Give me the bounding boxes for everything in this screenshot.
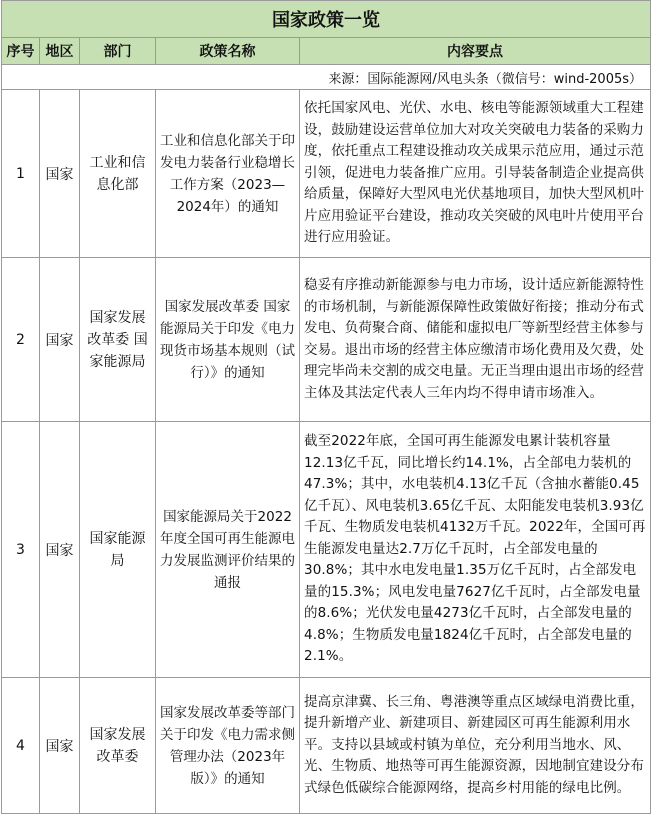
header-row bbox=[2, 38, 651, 65]
source-note: 来源：国际能源网/风电头条（微信号：wind-2005s） bbox=[2, 65, 651, 90]
row-policy: 工业和信息化部关于印发电力装备行业稳增长工作方案（2023—2024年）的通知 bbox=[156, 90, 300, 258]
row-content: 提高京津冀、长三角、粤港澳等重点区域绿电消费比重，提升新增产业、新建项目、新建园区可再生能源利用水平。支持以县域或村镇为单位，充分利用当地水、风、光、生物质、地热等可再生能源资源，因地制宜建设分布式绿色低碳综合能源网络，提高乡村用能的绿电比例。 bbox=[300, 678, 651, 814]
row-policy: 国家发展改革委 国家能源局关于印发《电力现货市场基本规则（试行）》的通知 bbox=[156, 258, 300, 422]
table-title: 国家政策一览 bbox=[2, 1, 651, 38]
row-region: 国家 bbox=[40, 422, 80, 678]
row-num: 2 bbox=[2, 258, 40, 422]
row-region: 国家 bbox=[40, 90, 80, 258]
table-row bbox=[2, 90, 651, 258]
row-region: 国家 bbox=[40, 258, 80, 422]
row-content: 截至2022年底，全国可再生能源发电累计装机容量12.13亿千瓦，同比增长约14.1%，占全部电力装机的47.3%；其中，水电装机4.13亿千瓦（含抽水蓄能0.45亿千瓦）、风电装机3.65亿千瓦、太阳能发电装机3.93亿千瓦、生物质发电装机4132万千瓦。2022年，全国可再生能源发电量达2.7万亿千瓦时，占全部发电量的30.8%；其中水电发电量1.35万亿千瓦时，占全部发电量的15.3%；风电发电量7627亿千瓦时，占全部发电量的8.6%；光伏发电量4273亿千瓦时，占全部发电量的4.8%；生物质发电量1824亿千瓦时，占全部发电量的2.1%。 bbox=[300, 422, 651, 678]
header-dept: 部门 bbox=[80, 38, 156, 65]
row-dept: 工业和信息化部 bbox=[80, 90, 156, 258]
row-policy: 国家发展改革委等部门关于印发《电力需求侧管理办法（2023年版）》的通知 bbox=[156, 678, 300, 814]
header-policy: 政策名称 bbox=[156, 38, 300, 65]
row-dept: 国家发展改革委 bbox=[80, 678, 156, 814]
row-content: 依托国家风电、光伏、水电、核电等能源领域重大工程建设，鼓励建设运营单位加大对攻关突破电力装备的采购力度，依托重点工程建设推动攻关成果示范应用，通过示范引领，促进电力装备推广应用。引导装备制造企业提高供给质量，保障好大型风电光伏基地项目，加快大型风机叶片应用验证平台建设，推动攻关突破的风电叶片使用平台进行应用验证。 bbox=[300, 90, 651, 258]
table-row bbox=[2, 258, 651, 422]
row-content: 稳妥有序推动新能源参与电力市场，设计适应新能源特性的市场机制，与新能源保障性政策做好衔接；推动分布式发电、负荷聚合商、储能和虚拟电厂等新型经营主体参与交易。退出市场的经营主体应缴清市场化费用及欠费，处理完毕尚未交割的成交电量。无正当理由退出市场的经营主体及其法定代表人三年内均不得申请市场准入。 bbox=[300, 258, 651, 422]
header-num: 序号 bbox=[2, 38, 40, 65]
row-dept: 国家发展改革委 国家能源局 bbox=[80, 258, 156, 422]
row-num: 3 bbox=[2, 422, 40, 678]
row-region: 国家 bbox=[40, 678, 80, 814]
row-policy: 国家能源局关于2022年度全国可再生能源电力发展监测评价结果的通报 bbox=[156, 422, 300, 678]
table-row bbox=[2, 678, 651, 814]
policy-table bbox=[1, 0, 651, 814]
header-region: 地区 bbox=[40, 38, 80, 65]
header-content: 内容要点 bbox=[300, 38, 651, 65]
row-dept: 国家能源局 bbox=[80, 422, 156, 678]
row-num: 1 bbox=[2, 90, 40, 258]
table-row bbox=[2, 422, 651, 678]
row-num: 4 bbox=[2, 678, 40, 814]
